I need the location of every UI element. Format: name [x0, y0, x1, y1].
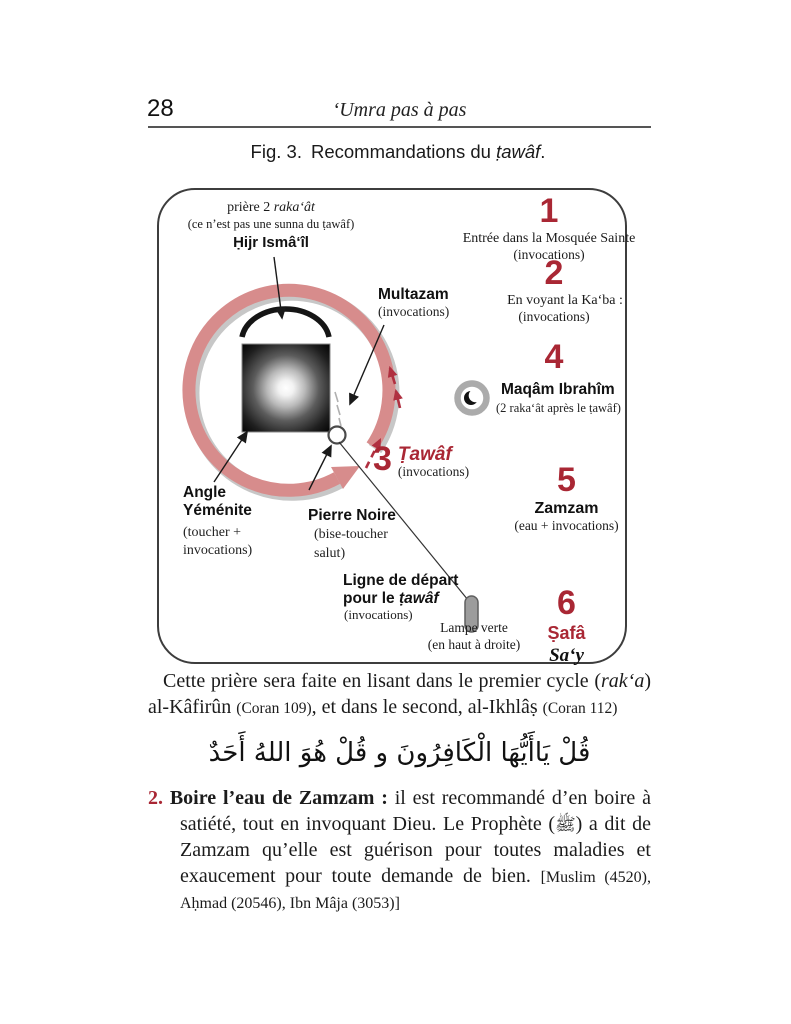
pierre-note-1: (bise-toucher: [314, 526, 388, 542]
multazam-label-block: [378, 286, 449, 319]
multazam-marks: [335, 392, 341, 426]
ligne-name-2-pre: pour le: [343, 589, 399, 607]
angle-note-2: invocations): [183, 542, 253, 558]
arabic-verse: قُلْ يَاأَيُّهَا الْكَافِرُونَ و قُلْ هُوَ اللهُ أَحَدٌ: [208, 738, 591, 768]
p1-italic-raka: rak‘a: [601, 670, 645, 692]
hijr-prayer-line: [165, 200, 377, 216]
step-1-number: 1: [539, 192, 559, 230]
step-2-note: (invocations): [518, 309, 590, 325]
hijr-label-block: [165, 200, 377, 252]
hijr-prayer-italic: raka‘ât: [273, 200, 315, 215]
angle-yemenite-label-block: [183, 484, 252, 560]
step-1-block: [454, 194, 644, 263]
maqam-ibrahim-icon: [458, 384, 487, 413]
step-5-note: (eau + invocations): [514, 518, 619, 534]
lampe-line-1: Lampe verte: [440, 620, 508, 635]
hijr-name: Ḥijr Ismâ‘îl: [233, 234, 309, 252]
step-6-block: [484, 586, 649, 667]
angle-name-1: Angle: [183, 484, 227, 501]
ligne-name-1: Ligne de départ: [343, 572, 459, 589]
ligne-depart-label-block: [343, 572, 458, 623]
multazam-name: Multazam: [378, 286, 449, 303]
ligne-name-2-italic: ṭawâf: [398, 589, 439, 607]
angle-name-2: Yéménite: [183, 501, 252, 519]
pierre-noire-label-block: [308, 507, 396, 564]
figure-caption: [118, 141, 678, 163]
black-stone-dot: [329, 427, 346, 444]
hijr-prayer-text: prière 2: [227, 200, 274, 215]
p2-text-1: il est recommandé d’en boire à satiété, tout en invoquant Dieu. Le Prophète (: [180, 787, 651, 835]
step-6-name-say: Sa‘y: [549, 644, 584, 666]
tawaf-diagram: [157, 188, 636, 666]
step-3-texts: [398, 442, 469, 480]
p1-coran-109: (Coran 109): [236, 700, 312, 717]
hijr-ismail-arc: [242, 309, 329, 337]
crescent-moon-cutout: [469, 389, 483, 403]
p2-bold-lead: Boire l’eau de Zamzam :: [163, 787, 388, 809]
p1-coran-112: (Coran 112): [542, 700, 618, 717]
kaaba-square: [242, 344, 330, 432]
step-2-text: En voyant la Ka‘ba :: [507, 293, 623, 308]
step-6-number: 6: [557, 584, 576, 622]
p2-item-number: 2.: [148, 787, 163, 809]
step-3-note: (invocations): [397, 464, 470, 479]
header-rule: [148, 126, 651, 128]
prophet-salutation-glyph: ﷺ: [555, 814, 576, 835]
caption-period: .: [540, 141, 546, 162]
step-1-text: Entrée dans la Mosquée Sainte: [462, 231, 636, 246]
step-4-number-block: [489, 340, 619, 374]
angle-note-1: (toucher +: [183, 524, 242, 540]
step-4-note: (2 raka‘ât après le ṭawâf): [496, 401, 621, 415]
step-4-name: Maqâm Ibrahîm: [501, 381, 615, 398]
ligne-name-2: [343, 590, 458, 608]
ligne-note: (invocations): [344, 606, 413, 622]
pierre-note: [314, 526, 396, 564]
p1-text-3: , et dans le second, al-Ikhlâṣ: [311, 696, 543, 718]
header-title: ‘Umra pas à pas: [332, 99, 467, 121]
step-3-number: 3: [373, 440, 392, 478]
paragraph-prayer: [148, 668, 651, 722]
caption-text: Recommandations du: [310, 141, 497, 162]
pierre-name: Pierre Noire: [308, 507, 396, 524]
p2-citation: [Muslim (4520), Aḥmad (20546), Ibn Mâja (3053)]: [180, 868, 651, 912]
paragraph-zamzam: [148, 786, 651, 917]
step-5-name: Zamzam: [534, 500, 599, 517]
step-2-number: 2: [544, 254, 564, 292]
pierre-note-2: salut): [314, 545, 346, 561]
p1-text-2: ) al-Kâfirûn: [148, 670, 651, 718]
caption-fig-label: Fig. 3.: [250, 141, 302, 162]
p2-text-2: ) a dit de Zamzam qu’elle est guérison pour toutes maladies et exaucement pour toute demande de bien.: [180, 812, 651, 887]
step-2-block: [459, 256, 649, 325]
hijr-note: (ce n’est pas une sunna du ṭawâf): [187, 217, 355, 232]
angle-note: [183, 524, 252, 560]
step-3-block: [373, 442, 469, 480]
step-1-note: (invocations): [513, 247, 585, 263]
step-5-number: 5: [557, 461, 576, 499]
step-5-block: [484, 463, 649, 534]
lampe-line-2: (en haut à droite): [427, 636, 521, 652]
multazam-note: (invocations): [378, 303, 450, 319]
p1-text-1: Cette prière sera faite en lisant dans le premier cycle (: [163, 670, 601, 692]
page-number: 28: [147, 95, 174, 122]
step-6-name-safa: Ṣafâ: [547, 623, 586, 643]
step-4-number: 4: [544, 338, 564, 376]
step-3-title: Ṭawâf: [397, 444, 452, 465]
caption-italic-word: ṭawâf: [496, 141, 541, 162]
